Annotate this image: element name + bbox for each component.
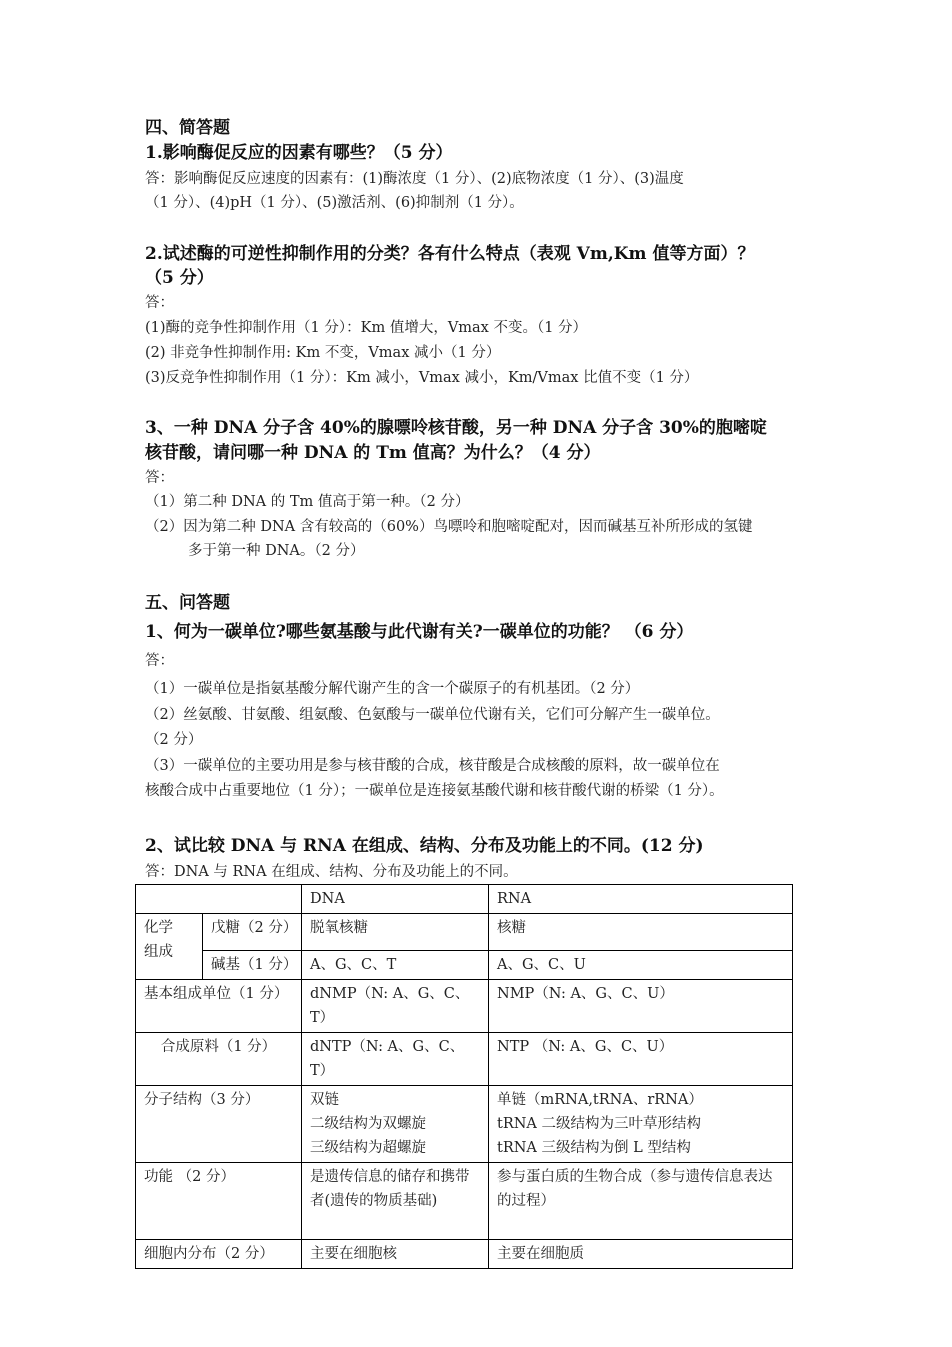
q3-answer-2-line1: （2）因为第二种 DNA 含有较高的（60%）鸟嘌呤和胞嘧啶配对，因而碱基互补所形成的氢键 [145,519,753,535]
dna-rna-comparison-table [135,884,793,1269]
func-label: 功能 （2 分） [136,1163,302,1240]
q5-1-answer-2-line2: （2 分） [145,732,203,748]
base-rna: A、G、C、U [489,951,793,980]
q5-1-answer-3-line1: （3）一碳单位的主要功用是参与核苷酸的合成，核苷酸是合成核酸的原料，故一碳单位在 [145,758,720,774]
q5-2-title: 2、试比较 DNA 与 RNA 在组成、结构、分布及功能上的不同。(12 分) [145,836,704,856]
section5-heading: 五、问答题 [145,593,230,613]
loc-label: 细胞内分布（2 分） [136,1240,302,1269]
struct-dna-2: 二级结构为双螺旋 [310,1116,426,1132]
raw-rna: NTP （N: A、G、C、U） [489,1033,793,1086]
struct-dna-3: 三级结构为超螺旋 [310,1140,426,1156]
table-row [136,1240,793,1269]
q2-answer-3: (3)反竞争性抑制作用（1 分）：Km 减小，Vmax 减小，Km/Vmax 比值不变（1 分） [145,370,699,386]
q3-title-line1: 3、一种 DNA 分子含 40%的腺嘌呤核苷酸，另一种 DNA 分子含 30%的胞嘧啶 [145,418,767,438]
section4-heading: 四、简答题 [145,118,230,138]
q5-2-answer: 答：DNA 与 RNA 在组成、结构、分布及功能上的不同。 [145,864,518,880]
struct-rna [489,1086,793,1163]
raw-label: 合成原料（1 分） [136,1033,302,1086]
struct-rna-2: tRNA 二级结构为三叶草形结构 [497,1116,702,1132]
q3-answer-1: （1）第二种 DNA 的 Tm 值高于第一种。（2 分） [145,494,470,510]
base-label: 碱基（1 分） [203,951,302,980]
table-header-dna: DNA [302,885,489,914]
loc-dna: 主要在细胞核 [302,1240,489,1269]
q2-title-line2: （5 分） [145,268,214,288]
struct-rna-1: 单链（mRNA,tRNA、rRNA） [497,1092,703,1108]
loc-rna: 主要在细胞质 [489,1240,793,1269]
table-row [136,914,793,951]
func-rna: 参与蛋白质的生物合成（参与遗传信息表达的过程） [489,1163,793,1240]
table-row [136,980,793,1033]
q5-1-answer-label: 答： [145,653,174,669]
q3-title-line2: 核苷酸，请问哪一种 DNA 的 Tm 值高？为什么？（4 分） [145,443,601,463]
q5-1-answer-3-line2: 核酸合成中占重要地位（1 分）；一碳单位是连接氨基酸代谢和核苷酸代谢的桥梁（1 分）。 [145,783,724,799]
q3-answer-label: 答： [145,470,174,486]
q3-answer-2-line2: 多于第一种 DNA。（2 分） [188,543,365,559]
func-dna: 是遗传信息的储存和携带者(遗传的物质基础) [302,1163,489,1240]
unit-dna: dNMP（N: A、G、C、T） [302,980,489,1033]
q1-title: 1.影响酶促反应的因素有哪些？（5 分） [145,143,453,163]
unit-rna: NMP（N: A、G、C、U） [489,980,793,1033]
table-header-empty [136,885,302,914]
table-row [136,1086,793,1163]
q1-answer-line2: （1 分）、(4)pH（1 分）、(5)激活剂、(6)抑制剂（1 分）。 [145,195,524,211]
table-header-rna: RNA [489,885,793,914]
struct-label: 分子结构（3 分） [136,1086,302,1163]
struct-dna [302,1086,489,1163]
q2-answer-label: 答： [145,295,174,311]
sugar-rna: 核糖 [489,914,793,951]
table-row [136,1033,793,1086]
base-dna: A、G、C、T [302,951,489,980]
q2-answer-2: (2) 非竞争性抑制作用: Km 不变，Vmax 减小（1 分） [145,345,501,361]
struct-rna-3: tRNA 三级结构为倒 L 型结构 [497,1140,691,1156]
q5-1-title: 1、何为一碳单位?哪些氨基酸与此代谢有关?一碳单位的功能？ （6 分） [145,622,694,642]
q1-answer-line1: 答：影响酶促反应速度的因素有：(1)酶浓度（1 分）、(2)底物浓度（1 分）、(3)温度 [145,171,684,187]
sugar-dna: 脱氧核糖 [302,914,489,951]
sugar-label: 戊糖（2 分） [203,914,302,951]
q5-1-answer-2-line1: （2）丝氨酸、甘氨酸、组氨酸、色氨酸与一碳单位代谢有关，它们可分解产生一碳单位。 [145,707,720,723]
q5-1-answer-1: （1）一碳单位是指氨基酸分解代谢产生的含一个碳原子的有机基团。（2 分） [145,681,640,697]
struct-dna-1: 双链 [310,1092,339,1108]
chem-label-line2: 组成 [144,944,173,960]
q2-title-line1: 2.试述酶的可逆性抑制作用的分类？各有什么特点（表观 Vm,Km 值等方面）？ [145,244,755,264]
table-row [136,885,793,914]
unit-label: 基本组成单位（1 分） [136,980,302,1033]
q2-answer-1: (1)酶的竞争性抑制作用（1 分）：Km 值增大，Vmax 不变。（1 分） [145,320,588,336]
chem-label-line1: 化学 [144,920,173,936]
table-row [136,1163,793,1240]
raw-dna: dNTP（N: A、G、C、T） [302,1033,489,1086]
chem-composition-label [136,914,203,980]
table-row [136,951,793,980]
